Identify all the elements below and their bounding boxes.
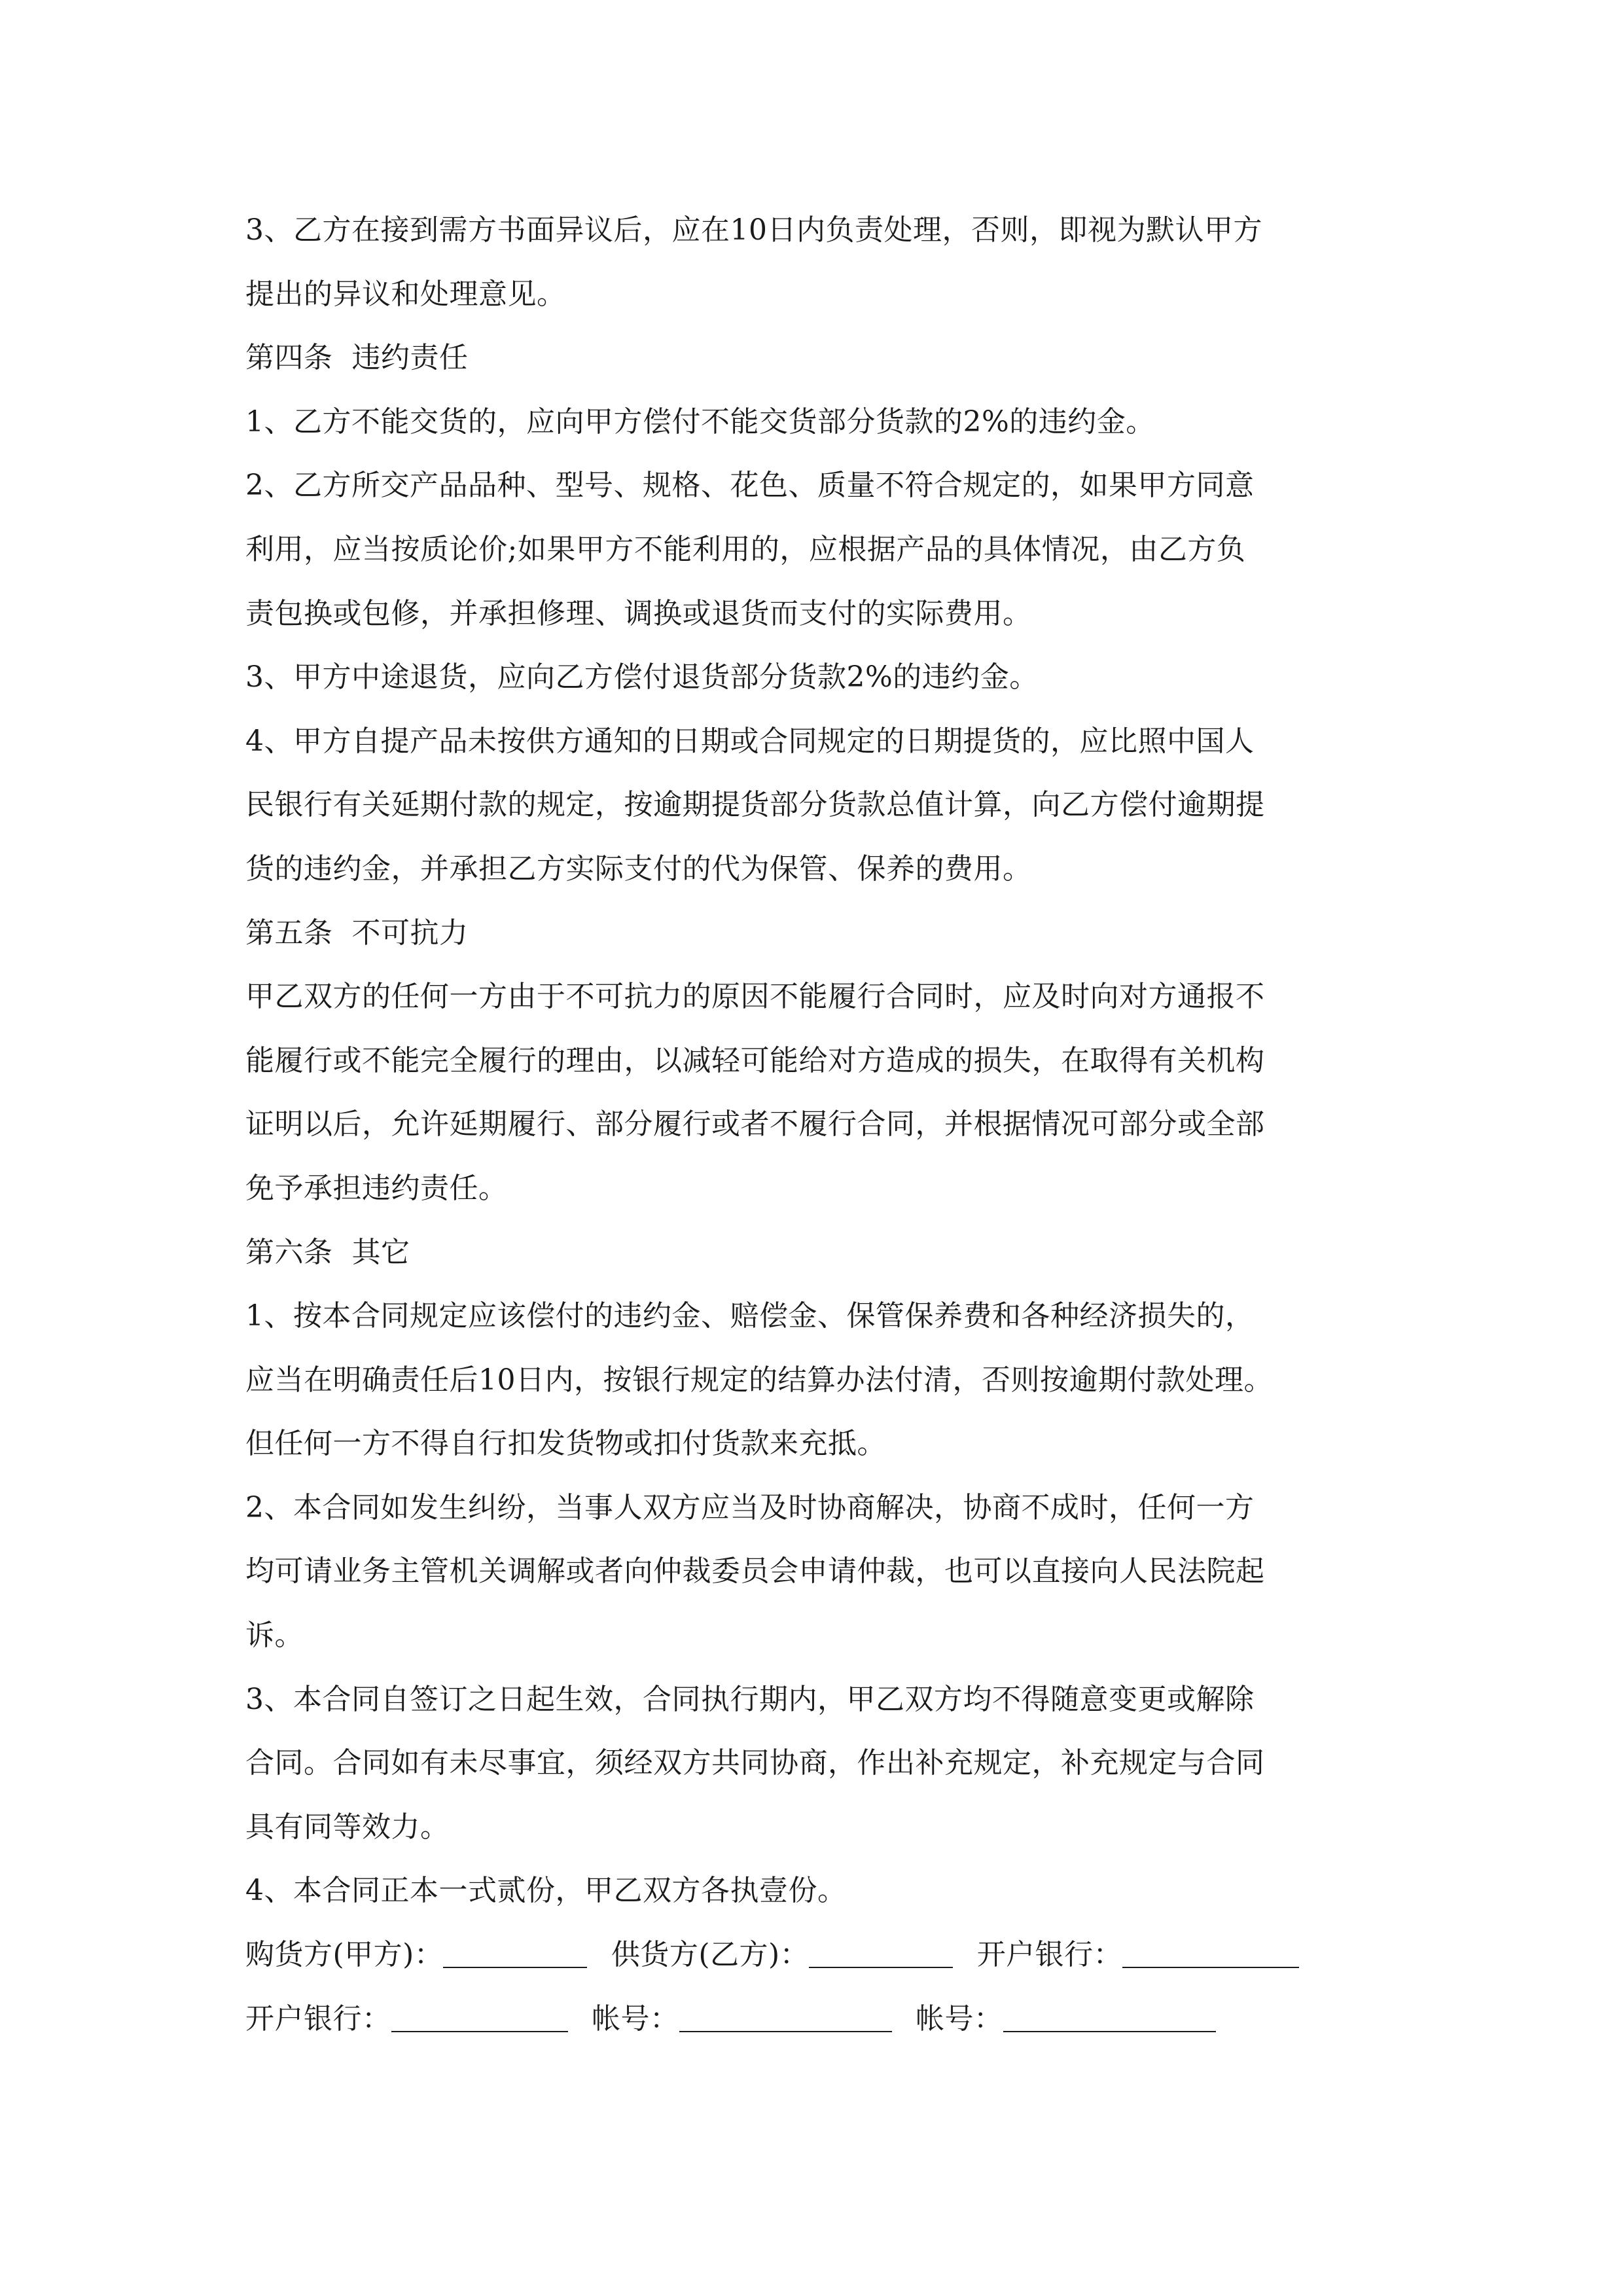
- seller-blank: [809, 1941, 953, 1968]
- clause-6-2-line-1: 2、本合同如发生纠纷，当事人双方应当及时协商解决，协商不成时，任何一方: [245, 1490, 1255, 1524]
- clause-5-line-3: 证明以后，允许延期履行、部分履行或者不履行合同，并根据情况可部分或全部: [245, 1107, 1265, 1141]
- clause-4-4-line-1: 4、甲方自提产品未按供方通知的日期或合同规定的日期提货的，应比照中国人: [245, 724, 1255, 758]
- signature-row-1: [245, 1923, 1397, 1987]
- clause-6-2-line-2: 均可请业务主管机关调解或者向仲裁委员会申请仲裁，也可以直接向人民法院起: [245, 1554, 1265, 1588]
- bank-blank-2: [391, 2005, 568, 2032]
- clause-4-1-line-1: 1、乙方不能交货的，应向甲方偿付不能交货部分货款的2%的违约金。: [245, 404, 1155, 439]
- account-label-2: 帐号：: [916, 2001, 1003, 2036]
- clause-6-3-line-2: 合同。合同如有未尽事宜，须经双方共同协商，作出补充规定，补充规定与合同: [245, 1746, 1265, 1780]
- bank-label-1: 开户银行：: [976, 1938, 1123, 1972]
- account-blank-1: [679, 2005, 892, 2032]
- clause-3-3-line-2: 提出的异议和处理意见。: [245, 277, 566, 311]
- clause-5-line-1: 甲乙双方的任何一方由于不可抗力的原因不能履行合同时，应及时向对方通报不: [245, 980, 1265, 1014]
- contract-body: [245, 198, 1397, 2051]
- bank-label-2: 开户银行：: [245, 2001, 391, 2036]
- account-blank-2: [1003, 2005, 1216, 2032]
- seller-label: 供货方(乙方)：: [611, 1938, 810, 1972]
- buyer-blank: [443, 1941, 587, 1968]
- signature-row-2: [245, 1987, 1397, 2051]
- clause-6-1-line-3: 但任何一方不得自行扣发货物或扣付货款来充抵。: [245, 1427, 886, 1461]
- clause-6-4-line-1: 4、本合同正本一式贰份，甲乙双方各执壹份。: [245, 1874, 847, 1908]
- article-5-heading: 第五条 不可抗力: [245, 916, 469, 950]
- buyer-label: 购货方(甲方)：: [245, 1938, 444, 1972]
- article-6-heading: 第六条 其它: [245, 1235, 410, 1269]
- clause-5-line-2: 能履行或不能完全履行的理由，以减轻可能给对方造成的损失，在取得有关机构: [245, 1043, 1265, 1077]
- clause-4-3-line-1: 3、甲方中途退货，应向乙方偿付退货部分货款2%的违约金。: [245, 660, 1039, 694]
- clause-4-2-line-2: 利用，应当按质论价;如果甲方不能利用的，应根据产品的具体情况，由乙方负: [245, 532, 1246, 566]
- account-label-1: 帐号：: [592, 2001, 679, 2036]
- clause-4-4-line-2: 民银行有关延期付款的规定，按逾期提货部分货款总值计算，向乙方偿付逾期提: [245, 788, 1265, 822]
- clause-3-3-line-1: 3、乙方在接到需方书面异议后，应在10日内负责处理，否则，即视为默认甲方: [245, 213, 1262, 247]
- clause-6-3-line-3: 具有同等效力。: [245, 1810, 450, 1844]
- clause-4-2-line-3: 责包换或包修，并承担修理、调换或退货而支付的实际费用。: [245, 596, 1032, 630]
- bank-blank-1: [1122, 1941, 1299, 1968]
- clause-6-1-line-1: 1、按本合同规定应该偿付的违约金、赔偿金、保管保养费和各种经济损失的，: [245, 1299, 1255, 1333]
- clause-4-4-line-3: 货的违约金，并承担乙方实际支付的代为保管、保养的费用。: [245, 852, 1032, 886]
- clause-6-1-line-2: 应当在明确责任后10日内，按银行规定的结算办法付清，否则按逾期付款处理。: [245, 1363, 1273, 1397]
- clause-6-2-line-3: 诉。: [245, 1619, 304, 1653]
- clause-5-line-4: 免予承担违约责任。: [245, 1171, 508, 1205]
- article-4-heading: 第四条 违约责任: [245, 341, 469, 375]
- clause-4-2-line-1: 2、乙方所交产品品种、型号、规格、花色、质量不符合规定的，如果甲方同意: [245, 469, 1255, 503]
- clause-6-3-line-1: 3、本合同自签订之日起生效，合同执行期内，甲乙双方均不得随意变更或解除: [245, 1682, 1255, 1716]
